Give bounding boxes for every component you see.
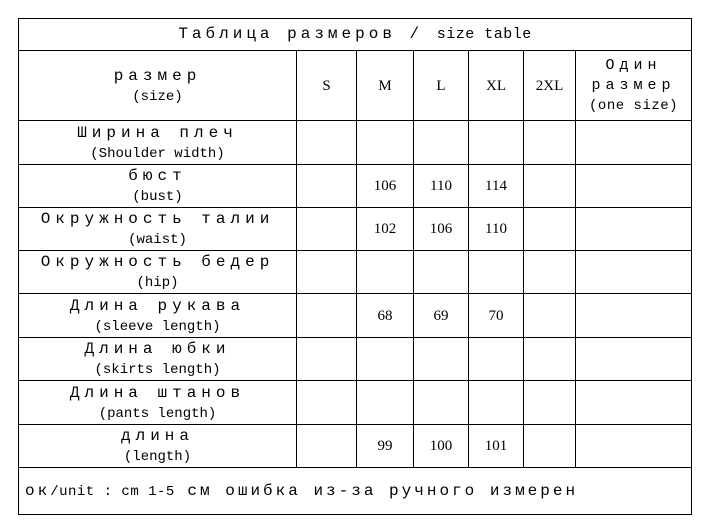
col-header-l: L	[414, 51, 469, 121]
row-label-en: (hip)	[136, 275, 179, 291]
row-label-cell	[19, 294, 297, 338]
value-cell	[524, 121, 576, 165]
table-row	[19, 121, 692, 165]
title-en: size table	[436, 26, 532, 43]
value-cell: 114	[469, 165, 524, 208]
row-label-cell	[19, 338, 297, 381]
row-label-en: (sleeve length)	[94, 318, 221, 335]
row-label-cell	[19, 165, 297, 208]
value-cell	[414, 251, 469, 294]
value-cell	[524, 381, 576, 425]
value-cell	[576, 208, 692, 251]
value-cell: 101	[469, 425, 524, 468]
header-row	[19, 51, 692, 121]
table-row	[19, 425, 692, 468]
row-label-cell	[19, 251, 297, 294]
value-cell	[469, 251, 524, 294]
value-cell	[357, 338, 414, 381]
value-cell	[414, 338, 469, 381]
size-table	[18, 18, 692, 515]
col-header-2xl: 2XL	[524, 51, 576, 121]
row-label-ru: Окружность талии	[40, 210, 275, 228]
title-separator: /	[395, 25, 437, 43]
row-label-en: (pants length)	[98, 405, 217, 422]
row-label-cell	[19, 208, 297, 251]
value-cell	[297, 381, 357, 425]
row-label-cell	[19, 381, 297, 425]
row-label-ru: бюст	[128, 167, 187, 185]
value-cell	[576, 294, 692, 338]
value-cell	[469, 338, 524, 381]
value-cell	[414, 121, 469, 165]
one-size-label-en: (one size)	[589, 97, 679, 114]
value-cell: 68	[357, 294, 414, 338]
value-cell	[469, 121, 524, 165]
value-cell: 110	[469, 208, 524, 251]
value-cell	[357, 121, 414, 165]
value-cell	[469, 381, 524, 425]
col-header-m: M	[357, 51, 414, 121]
table-row	[19, 381, 692, 425]
value-cell	[524, 251, 576, 294]
value-cell	[524, 208, 576, 251]
row-label-ru: Длина рукава	[69, 296, 246, 315]
footer-text: см ошибка из-за ручного измерен	[174, 481, 579, 500]
col-header-s: S	[297, 51, 357, 121]
value-cell	[524, 425, 576, 468]
value-cell	[297, 251, 357, 294]
row-label-ru: Ширина плеч	[77, 123, 238, 142]
value-cell	[357, 381, 414, 425]
value-cell	[576, 425, 692, 468]
footer-prefix: ок	[25, 481, 51, 500]
row-label-en: (length)	[123, 449, 192, 465]
footer-unit: /unit : cm 1-5	[50, 483, 175, 500]
value-cell: 69	[414, 294, 469, 338]
value-cell: 106	[357, 165, 414, 208]
value-cell	[576, 251, 692, 294]
value-cell	[414, 381, 469, 425]
value-cell	[576, 165, 692, 208]
table-row	[19, 208, 692, 251]
value-cell	[576, 338, 692, 381]
value-cell	[297, 425, 357, 468]
size-label-ru: размер	[113, 66, 202, 85]
value-cell	[524, 165, 576, 208]
title-ru: Таблица размеров	[178, 25, 396, 43]
size-header-cell	[19, 51, 297, 121]
value-cell: 106	[414, 208, 469, 251]
value-cell	[524, 294, 576, 338]
row-label-en: (bust)	[132, 189, 183, 205]
measurement-rows	[19, 121, 692, 468]
size-label-en: (size)	[132, 88, 183, 105]
value-cell	[297, 165, 357, 208]
value-cell	[576, 381, 692, 425]
table-title	[19, 19, 692, 51]
value-cell	[576, 121, 692, 165]
value-cell	[297, 121, 357, 165]
value-cell: 110	[414, 165, 469, 208]
table-row	[19, 294, 692, 338]
value-cell: 70	[469, 294, 524, 338]
value-cell	[297, 208, 357, 251]
value-cell: 99	[357, 425, 414, 468]
row-label-en: (skirts length)	[94, 362, 221, 378]
footer-note	[19, 468, 692, 515]
value-cell	[297, 338, 357, 381]
row-label-cell	[19, 425, 297, 468]
one-size-label-ru: Один размер	[591, 56, 676, 94]
table-row	[19, 251, 692, 294]
row-label-en: (waist)	[128, 232, 187, 248]
table-row	[19, 338, 692, 381]
value-cell	[297, 294, 357, 338]
table-row	[19, 165, 692, 208]
row-label-ru: Длина юбки	[84, 340, 231, 358]
row-label-ru: длина	[120, 427, 194, 445]
row-label-cell	[19, 121, 297, 165]
row-label-en: (Shoulder width)	[90, 145, 225, 162]
value-cell	[524, 338, 576, 381]
row-label-ru: Длина штанов	[69, 383, 246, 402]
col-header-xl: XL	[469, 51, 524, 121]
row-label-ru: Окружность бедер	[40, 253, 275, 271]
value-cell: 102	[357, 208, 414, 251]
value-cell: 100	[414, 425, 469, 468]
value-cell	[357, 251, 414, 294]
col-header-one-size	[576, 51, 692, 121]
